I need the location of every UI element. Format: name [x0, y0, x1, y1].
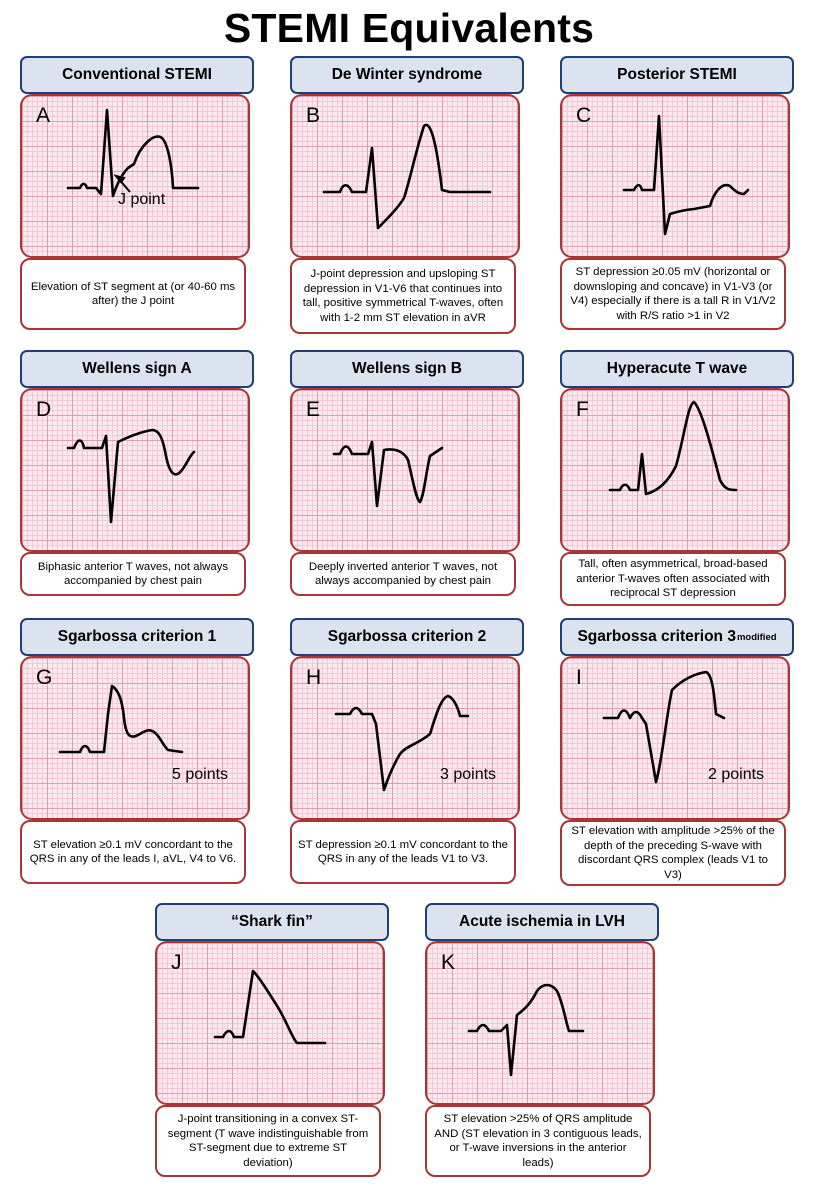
ecg-grid: [20, 656, 250, 820]
panel-header-text: Sgarbossa criterion 2: [327, 628, 487, 645]
panel-letter: I: [576, 666, 582, 689]
panel-hyperacute-t-wave: [560, 350, 794, 630]
panel-header-text: Sgarbossa criterion 3: [577, 628, 736, 645]
panel-letter: H: [306, 666, 322, 689]
panel-header-text: Posterior STEMI: [617, 66, 737, 83]
ecg-trace: [292, 658, 518, 818]
panel-header-text: Sgarbossa criterion 1: [57, 628, 217, 645]
panel-header-text: Wellens sign A: [82, 360, 192, 377]
panel-header: [560, 56, 794, 94]
panel-description: ST depression ≥0.05 mV (horizontal or downsloping and concave) in V1-V3 (or V4) especially if there is a tall R in V1/V2 with R/S ratio >1 in V2: [560, 258, 786, 330]
ecg-trace: [22, 390, 248, 550]
points-label: 2 points: [708, 766, 765, 783]
panel-letter: B: [306, 104, 321, 127]
panel-description: ST elevation with amplitude >25% of the depth of the preceding S-wave with discordant QRS complex (leads V1 to V3): [560, 820, 786, 886]
panel-letter: D: [36, 398, 52, 421]
panel-description: J-point depression and upsloping ST depression in V1-V6 that continues into tall, positive symmetrical T-waves, often with 1-2 mm ST elevation in aVR: [290, 258, 516, 334]
panel-header-text: Hyperacute T wave: [606, 360, 748, 377]
panel-description: Deeply inverted anterior T waves, not always accompanied by chest pain: [290, 552, 516, 596]
panel-header: [425, 903, 659, 941]
panel-conventional-stemi: [20, 56, 254, 336]
panel-description: Elevation of ST segment at (or 40-60 ms after) the J point: [20, 258, 246, 330]
panel-acute-ischemia-lvh: [425, 903, 659, 1183]
panel-letter: G: [36, 666, 53, 689]
panel-header-text: Acute ischemia in LVH: [459, 913, 625, 930]
panel-header: [20, 56, 254, 94]
panel-sgarbossa-criterion-3: [560, 618, 794, 898]
panel-sgarbossa-criterion-2: [290, 618, 524, 898]
panel-wellens-sign-b: [290, 350, 524, 630]
panel-description: ST elevation ≥0.1 mV concordant to the QRS in any of the leads I, aVL, V4 to V6.: [20, 820, 246, 884]
panel-letter: K: [441, 951, 456, 974]
panel-de-winter-syndrome: [290, 56, 524, 336]
ecg-grid: [560, 656, 790, 820]
panel-letter: E: [306, 398, 321, 421]
panel-header-text: “Shark fin”: [231, 913, 313, 930]
panel-header: [290, 350, 524, 388]
j-point-label: J point: [118, 191, 166, 208]
panel-header: [290, 56, 524, 94]
ecg-trace: [292, 390, 518, 550]
panel-letter: J: [171, 951, 182, 974]
panel-description: Tall, often asymmetrical, broad-based anterior T-waves often associated with reciprocal ST depression: [560, 552, 786, 606]
points-label: 5 points: [172, 766, 229, 783]
ecg-trace: [562, 390, 788, 550]
points-label: 3 points: [440, 766, 497, 783]
panel-header-text: De Winter syndrome: [331, 66, 483, 83]
superscript-modified: modified: [736, 631, 777, 643]
panel-header-text: Wellens sign B: [352, 360, 462, 377]
panel-header: [560, 618, 794, 656]
panel-letter: A: [36, 104, 51, 127]
ecg-grid: [290, 656, 520, 820]
panel-posterior-stemi: [560, 56, 794, 336]
ecg-trace: [157, 943, 383, 1103]
page-title: STEMI Equivalents: [223, 5, 595, 51]
ecg-trace: [292, 96, 518, 256]
panel-header: [20, 350, 254, 388]
panel-description: ST depression ≥0.1 mV concordant to the QRS in any of the leads V1 to V3.: [290, 820, 516, 884]
ecg-trace: [22, 96, 248, 256]
panel-header: [155, 903, 389, 941]
panel-sgarbossa-criterion-1: [20, 618, 254, 898]
ecg-grid: [425, 941, 655, 1105]
panel-wellens-sign-a: [20, 350, 254, 630]
panel-description: ST elevation >25% of QRS amplitude AND (ST elevation in 3 contiguous leads, or T-wave inversions in the anterior leads): [425, 1105, 651, 1177]
panel-header: [290, 618, 524, 656]
ecg-trace: [562, 658, 788, 818]
panel-header: [20, 618, 254, 656]
ecg-trace: [22, 658, 248, 818]
ecg-grid: [560, 94, 790, 258]
ecg-grid: [155, 941, 385, 1105]
ecg-trace: [562, 96, 788, 256]
ecg-grid: [20, 388, 250, 552]
panel-header-text: Conventional STEMI: [62, 66, 212, 83]
panel-description: Biphasic anterior T waves, not always accompanied by chest pain: [20, 552, 246, 596]
ecg-grid: [20, 94, 250, 258]
panel-header: [560, 350, 794, 388]
ecg-grid: [290, 94, 520, 258]
panel-description: J-point transitioning in a convex ST-segment (T wave indistinguishable from ST-segment due to extreme ST deviation): [155, 1105, 381, 1177]
ecg-trace: [427, 943, 653, 1103]
panel-letter: F: [576, 398, 589, 421]
panel-letter: C: [576, 104, 592, 127]
ecg-grid: [290, 388, 520, 552]
panel-shark-fin: [155, 903, 389, 1183]
ecg-grid: [560, 388, 790, 552]
